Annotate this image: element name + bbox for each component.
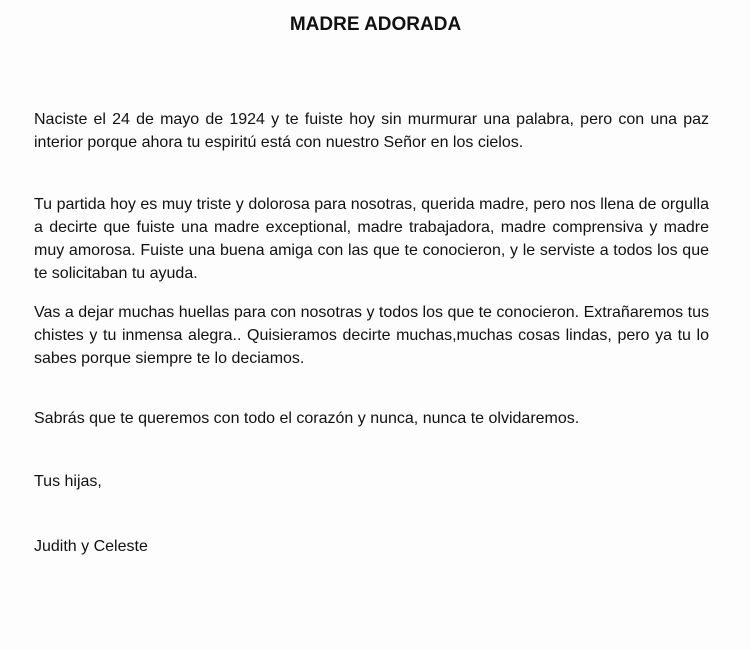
document-title: MADRE ADORADA — [289, 14, 462, 35]
signature-line: Judith y Celeste — [34, 538, 148, 555]
paragraph-legacy: Vas a dejar muchas huellas para con nosotras y todos los que te conocieron. Extrañaremos tus chistes y tu inmensa alegra.. Quisieramos decirte muchas,muchas cosas lindas, pero ya tu lo sabes porque siempre te lo deciamos. — [34, 304, 709, 367]
paragraph-departure: Tu partida hoy es muy triste y dolorosa para nosotras, querida madre, pero nos llena de orgulla a decirte que fuiste una madre exceptional, madre trabajadora, madre comprensiva y madre muy amorosa. Fuiste una buena amiga con las que te conocieron, y le serviste a todos los que te solicitaban tu ayuda. — [34, 196, 709, 282]
closing-line: Tus hijas, — [34, 473, 102, 490]
paragraph-love: Sabrás que te queremos con todo el corazón y nunca, nunca te olvidaremos. — [34, 410, 580, 427]
paragraph-birth: Naciste el 24 de mayo de 1924 y te fuiste hoy sin murmurar una palabra, pero con una paz interior porque ahora tu espiritú está con nuestro Señor en los cielos. — [34, 111, 709, 151]
